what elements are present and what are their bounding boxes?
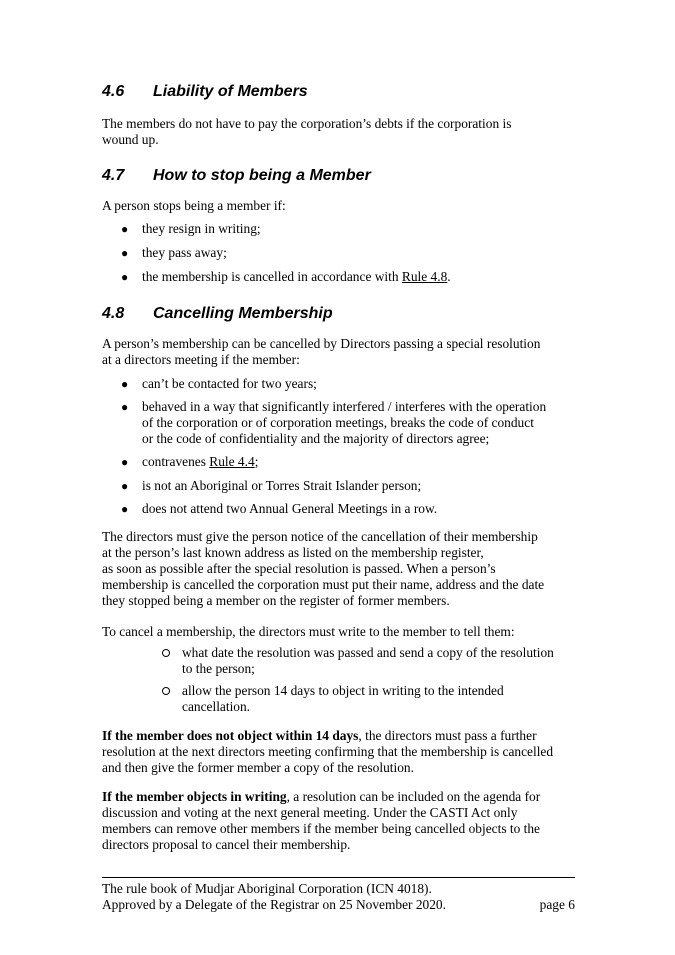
objection-paragraph bbox=[102, 789, 572, 853]
text-line: to the person; bbox=[182, 661, 255, 676]
bullet-icon: ● bbox=[121, 270, 129, 284]
text-line: The directors must give the person notice of the cancellation of their membership bbox=[102, 529, 538, 544]
bullet-icon: ● bbox=[121, 400, 129, 414]
text-line: as soon as possible after the special resolution is passed. When a person’s bbox=[102, 561, 496, 576]
text-line bbox=[102, 789, 572, 805]
notice-paragraph bbox=[102, 529, 572, 609]
text-segment: contravenes bbox=[142, 454, 210, 469]
section-number: 4.6 bbox=[102, 83, 125, 100]
text-line: at a directors meeting if the member: bbox=[102, 352, 300, 367]
footer-divider bbox=[102, 877, 575, 878]
bullet-icon: ● bbox=[121, 502, 129, 516]
text-line: To cancel a membership, the directors must write to the member to tell them: bbox=[102, 624, 515, 639]
rule-4-8-link[interactable]: Rule 4.8 bbox=[401, 269, 448, 284]
text-line: allow the person 14 days to object in writing to the intended bbox=[182, 683, 504, 698]
no-objection-paragraph bbox=[102, 728, 572, 776]
text-line: at the person’s last known address as listed on the membership register, bbox=[102, 545, 484, 560]
text-line: members can remove other members if the member being cancelled objects to the bbox=[102, 821, 541, 836]
text-line: of the corporation or of corporation meetings, breaks the code of conduct bbox=[142, 415, 534, 430]
section-title: Cancelling Membership bbox=[153, 305, 333, 322]
text-segment: . bbox=[447, 269, 451, 284]
text-line: or the code of confidentiality and the majority of directors agree; bbox=[142, 431, 490, 446]
footer-line-1 bbox=[102, 881, 575, 897]
circle-bullet-icon bbox=[162, 649, 170, 657]
list-item-text: is not an Aboriginal or Torres Strait Islander person; bbox=[142, 478, 422, 493]
circle-bullet-icon bbox=[162, 687, 170, 695]
bullet-icon: ● bbox=[121, 246, 129, 260]
bullet-icon: ● bbox=[121, 479, 129, 493]
text-line: resolution at the next directors meeting confirming that the membership is cancelled bbox=[102, 744, 554, 759]
text-line: A person’s membership can be cancelled by Directors passing a special resolution bbox=[102, 336, 541, 351]
section-title: How to stop being a Member bbox=[153, 167, 371, 184]
section-heading-4-7 bbox=[102, 166, 371, 185]
section-heading-4-8 bbox=[102, 304, 333, 323]
text-line: discussion and voting at the next general meeting. Under the CASTI Act only bbox=[102, 805, 518, 820]
page-number: page 6 bbox=[539, 897, 575, 912]
text-segment: the membership is cancelled in accordance with bbox=[142, 269, 402, 284]
bold-text: If the member does not object within 14 days bbox=[102, 728, 359, 743]
section-title: Liability of Members bbox=[153, 83, 308, 100]
footer-line-2 bbox=[102, 897, 575, 913]
liability-paragraph bbox=[102, 116, 572, 148]
text-line: and then give the former member a copy of the resolution. bbox=[102, 760, 414, 775]
list-item-text: they resign in writing; bbox=[142, 221, 261, 236]
list-item-text: they pass away; bbox=[142, 245, 227, 260]
text-segment: , a resolution can be included on the agenda for bbox=[286, 789, 541, 804]
text-line: directors proposal to cancel their membership. bbox=[102, 837, 351, 852]
list-item-text bbox=[142, 454, 258, 470]
text-segment: , the directors must pass a further bbox=[358, 728, 537, 743]
rule-4-4-link[interactable]: Rule 4.4 bbox=[209, 454, 255, 469]
text-line: wound up. bbox=[102, 132, 159, 147]
stop-member-intro bbox=[102, 198, 572, 214]
text-line: they stopped being a member on the register of former members. bbox=[102, 593, 450, 608]
section-number: 4.8 bbox=[102, 305, 125, 322]
bullet-icon: ● bbox=[121, 377, 129, 391]
text-line bbox=[102, 728, 572, 744]
text-line: membership is cancelled the corporation must put their name, address and the date bbox=[102, 577, 545, 592]
section-number: 4.7 bbox=[102, 167, 125, 184]
to-cancel-paragraph bbox=[102, 624, 572, 640]
bullet-icon: ● bbox=[121, 455, 129, 469]
text-line: The members do not have to pay the corporation’s debts if the corporation is bbox=[102, 116, 512, 131]
list-item-text bbox=[182, 683, 504, 715]
list-item-text bbox=[182, 645, 554, 677]
text-line: behaved in a way that significantly interfered / interferes with the operation bbox=[142, 399, 547, 414]
list-item-text bbox=[142, 269, 451, 285]
footer-text: Approved by a Delegate of the Registrar on 25 November 2020. bbox=[102, 897, 446, 912]
list-item-text: does not attend two Annual General Meetings in a row. bbox=[142, 501, 438, 516]
section-heading-4-6 bbox=[102, 82, 308, 101]
footer-text: The rule book of Mudjar Aboriginal Corporation (ICN 4018). bbox=[102, 881, 432, 896]
text-line: cancellation. bbox=[182, 699, 251, 714]
text-segment: ; bbox=[254, 454, 259, 469]
list-item-text bbox=[142, 399, 546, 447]
bold-text: If the member objects in writing bbox=[102, 789, 287, 804]
bullet-icon: ● bbox=[121, 222, 129, 236]
text-line: what date the resolution was passed and send a copy of the resolution bbox=[182, 645, 554, 660]
cancel-intro-paragraph bbox=[102, 336, 572, 368]
text-line: A person stops being a member if: bbox=[102, 198, 286, 213]
list-item-text: can’t be contacted for two years; bbox=[142, 376, 317, 391]
